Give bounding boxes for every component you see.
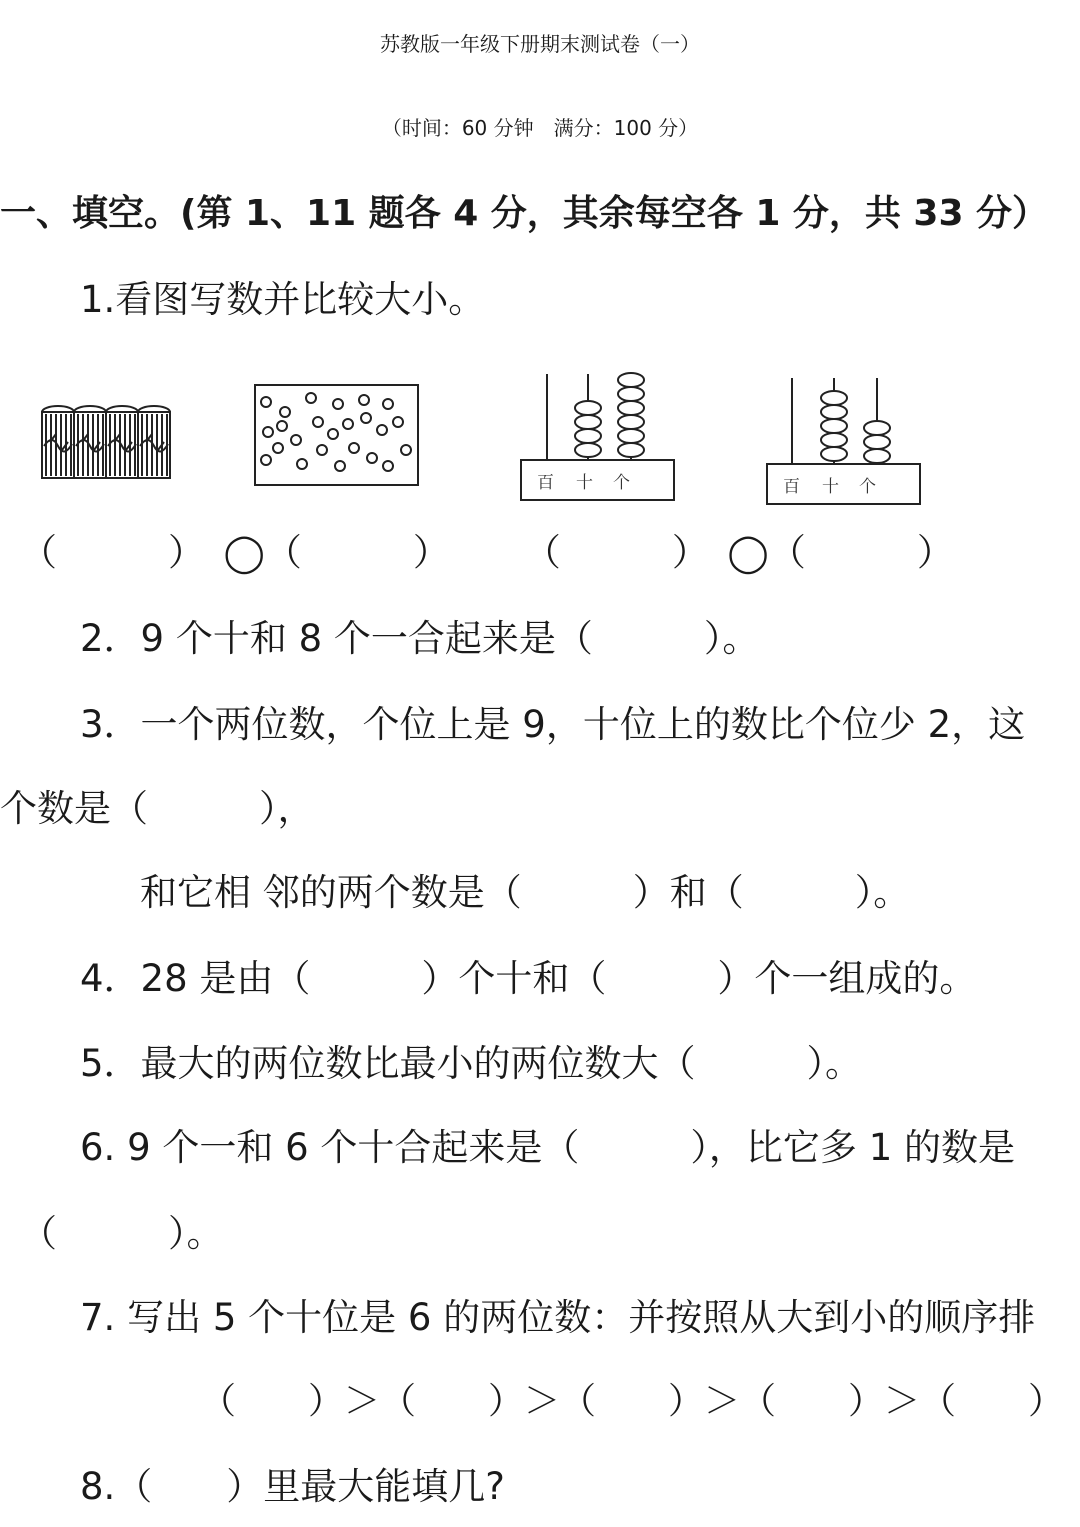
question-8: 8.（ ）里最大能填几? — [80, 1465, 505, 1508]
question-1: 1.看图写数并比较大小。 — [80, 278, 486, 321]
page-title: 苏教版一年级下册期末测试卷（一） — [380, 32, 700, 56]
dots-box-image — [255, 385, 418, 485]
question-5: 5．最大的两位数比最小的两位数大（ ）。 — [80, 1042, 863, 1085]
section-heading-fill-blank: 一、填空。(第 1、11 题各 4 分，其余每空各 1 分，共 33 分） — [0, 193, 1049, 234]
abacus-2-label-tens: 十 — [822, 477, 839, 497]
stick-bundles-image — [42, 406, 170, 478]
abacus-1-label-ones: 个 — [613, 473, 630, 493]
abacus-2-label-hundreds: 百 — [783, 477, 800, 497]
question-4: 4．28 是由（ ）个十和（ ）个一组成的。 — [80, 957, 977, 1000]
question-7-line-1: 7. 写出 5 个十位是 6 的两位数：并按照从大到小的顺序排 — [80, 1296, 1036, 1339]
question-6-line-1: 6. 9 个一和 6 个十合起来是（ ），比它多 1 的数是 — [80, 1126, 1015, 1169]
question-3-line-2: 个数是（ ）， — [0, 787, 315, 830]
question-1-figures — [0, 360, 1080, 520]
abacus-1-label-tens: 十 — [576, 473, 593, 493]
question-6-line-2: （ ）。 — [20, 1212, 224, 1255]
exam-info: （时间：60 分钟 满分：100 分） — [381, 116, 699, 140]
question-1-answer-blanks: （ ） ◯（ ） （ ） ◯（ ） — [20, 531, 954, 574]
question-7-ordering-blanks: （ ）＞（ ）＞（ ）＞（ ）＞（ ） — [200, 1381, 1065, 1422]
question-2: 2．9 个十和 8 个一合起来是（ ）。 — [80, 617, 760, 660]
question-3-line-1: 3．一个两位数，个位上是 9，十位上的数比个位少 2，这 — [80, 703, 1026, 746]
abacus-2-label-ones: 个 — [859, 477, 876, 497]
question-3-line-3: 和它相 邻的两个数是（ ）和（ ）。 — [140, 871, 911, 914]
abacus-1-label-hundreds: 百 — [537, 473, 554, 493]
